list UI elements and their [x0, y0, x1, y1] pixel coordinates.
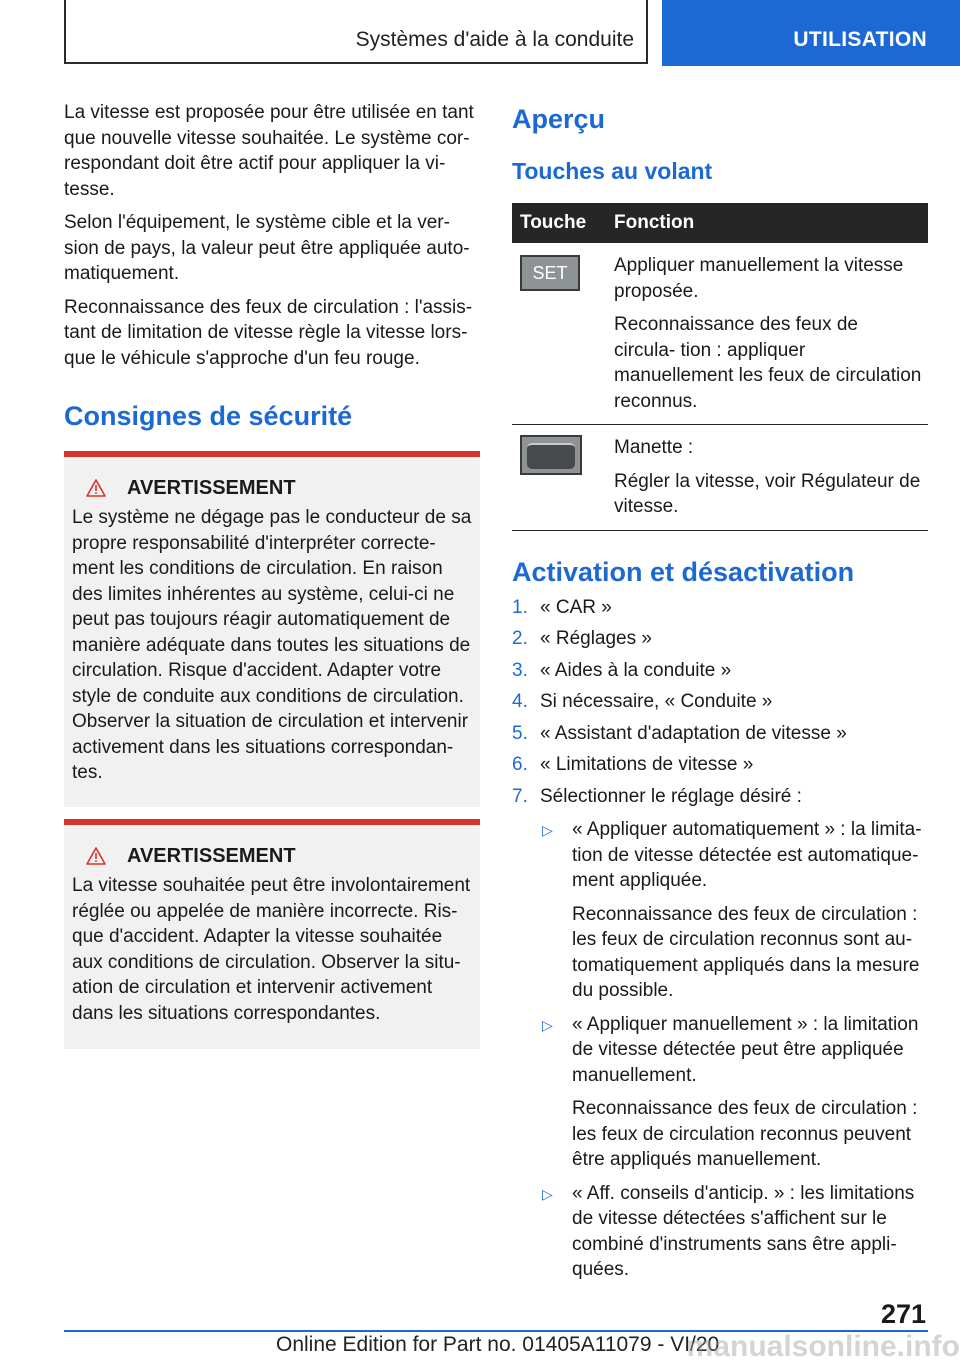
warning-triangle-icon [86, 847, 106, 865]
step-text: « Limitations de vitesse » [540, 754, 754, 775]
warning-title: AVERTISSEMENT [127, 476, 296, 499]
list-item [512, 752, 928, 778]
warning-triangle-icon [86, 479, 106, 497]
warning-text: La vitesse souhaitée peut être involontairement réglée ou appelée de manière incorrecte. Ris- que d'accident. Adapter la vitesse souhaitée aux conditions de circulation. Observer la situ- ation de circulation et intervenir activement dans les situations correspondantes. [72, 875, 471, 1024]
list-item [540, 1181, 928, 1283]
header-section-box [64, 0, 648, 64]
step-text: Si nécessaire, « Conduite » [540, 691, 773, 712]
list-item [512, 658, 928, 684]
wheel-keys-heading: Touches au volant [512, 158, 713, 184]
step-number: 3. [512, 659, 528, 681]
step-text: « CAR » [540, 596, 612, 618]
option-text: « Aff. conseils d'anticip. » : les limitations de vitesse détectées s'affichent sur le combiné d'instruments sans être appli- quées. [572, 1182, 915, 1280]
options-list [540, 817, 928, 1283]
function-text: Appliquer manuellement la vitesse proposée. [614, 255, 904, 302]
keys-table [512, 203, 928, 531]
function-cell [606, 425, 928, 531]
warning-title: AVERTISSEMENT [127, 844, 296, 867]
option-text: Reconnaissance des feux de circulation : les feux de circulation reconnus peuvent être appliqués manuellement. [572, 1098, 918, 1170]
warning-box [64, 451, 480, 807]
option-text: Reconnaissance des feux de circulation : les feux de circulation reconnus sont au- tomatiquement appliqués dans la mesure du possible. [572, 903, 920, 1001]
function-text: Régler la vitesse, voir Régulateur de vitesse. [614, 470, 921, 517]
step-number: 1. [512, 596, 528, 618]
intro-paragraph: Selon l'équipement, le système cible et la ver- sion de pays, la valeur peut être appliquée auto- matiquement. [64, 212, 470, 284]
key-cell [512, 243, 606, 425]
list-item [540, 1012, 928, 1173]
left-column [64, 100, 480, 1049]
step-text: Sélectionner le réglage désiré : [540, 785, 802, 807]
list-item [512, 784, 928, 1291]
right-column [512, 100, 928, 1297]
warning-box [64, 819, 480, 1049]
activation-heading: Activation et désactivation [512, 556, 855, 587]
step-number: 7. [512, 785, 528, 807]
warning-title-row [72, 475, 472, 501]
warning-title-row [72, 843, 472, 869]
option-text: « Appliquer manuellement » : la limitation de vitesse détectée peut être appliquée manuellement. [572, 1013, 919, 1086]
intro-paragraph: Reconnaissance des feux de circulation : l'assis- tant de limitation de vitesse règle la vitesse lors- que le véhicule s'approche d'un feu rouge. [64, 296, 473, 369]
section-title: Systèmes d'aide à la conduite [355, 28, 634, 51]
step-text: « Aides à la conduite » [540, 659, 732, 681]
triangle-right-icon: ▷ [542, 1016, 553, 1033]
steps-list [512, 595, 928, 1291]
function-text: Manette : [614, 437, 694, 458]
chapter-tab-label: UTILISATION [793, 28, 927, 51]
step-text: « Assistant d'adaptation de vitesse » [540, 722, 847, 744]
step-number: 2. [512, 628, 528, 649]
list-item [512, 595, 928, 621]
step-number: 4. [512, 691, 528, 712]
step-number: 5. [512, 722, 528, 744]
warning-text: Le système ne dégage pas le conducteur de sa propre responsabilité d'interpréter correcte- ment les conditions de circulation. En raison des limites inhérentes au système, celui-ci ne peut pas toujours réagir automatiquement de manière adéquate dans toutes les situations de circulation. Risque d'accident. Adapter votre style de conduite aux conditions de circulation. Observer la situation de circulation et intervenir activement dans les situations correspondan- tes. [72, 507, 472, 783]
table-header-key: Touche [512, 203, 606, 243]
step-number: 6. [512, 754, 528, 775]
triangle-right-icon: ▷ [542, 822, 553, 838]
function-text: Reconnaissance des feux de circula- tion : appliquer manuellement les feux de circulation reconnus. [614, 314, 922, 412]
page-number: 271 [880, 1299, 926, 1329]
footer-edition: Online Edition for Part no. 01405A11079 - VI/20 [276, 1333, 720, 1356]
table-row [512, 243, 928, 425]
intro-paragraph: La vitesse est proposée pour être utilisée en tant que nouvelle vitesse souhaitée. Le système cor- respondant doit être actif pour appliquer la vi- tesse. [64, 102, 474, 200]
step-text: « Réglages » [540, 628, 652, 649]
safety-heading: Consignes de sécurité [64, 401, 353, 431]
set-button-icon: SET [520, 255, 580, 291]
option-text: « Appliquer automatiquement » : la limita- tion de vitesse détectée est automatique- ment appliquée. [572, 819, 922, 891]
watermark: manualsonline.info [686, 1330, 960, 1363]
table-header-function: Fonction [606, 203, 928, 243]
list-item [512, 626, 928, 652]
list-item [540, 817, 928, 1004]
chapter-tab[interactable] [662, 0, 960, 66]
function-cell [606, 243, 928, 425]
list-item [512, 689, 928, 715]
overview-heading: Aperçu [512, 104, 606, 134]
key-cell [512, 425, 606, 531]
list-item [512, 721, 928, 747]
triangle-right-icon: ▷ [542, 1185, 553, 1202]
rocker-switch-icon [520, 435, 582, 475]
table-row [512, 425, 928, 531]
